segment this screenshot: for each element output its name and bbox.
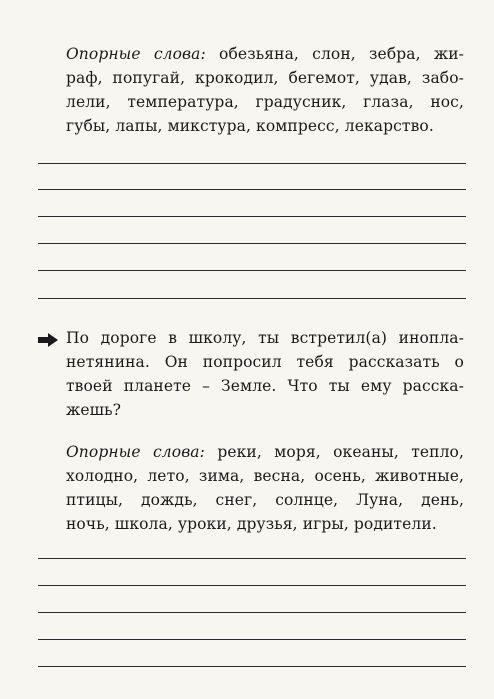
task-line: По дороге в школу, ты встретил(а) инопла- [66,329,464,347]
writing-line [38,558,466,559]
writing-line [38,585,466,586]
task-line: нетянина. Он попросил тебя рассказать о [66,353,464,371]
writing-line [38,189,466,190]
keywords-line: Опорные слова: реки, моря, океаны, тепло, [66,443,464,461]
arrow-right-icon [38,333,58,347]
writing-line [38,612,466,613]
writing-line [38,163,466,164]
keywords-line: губы, лапы, микстура, компресс, лекарство. [66,117,434,135]
keywords-label: Опорные слова: [66,443,205,461]
task-text [66,326,464,422]
keywords-line: холодно, лето, зима, весна, осень, животные, [66,467,464,485]
keywords-line: раф, попугай, крокодил, бегемот, удав, забо- [66,69,464,87]
task-line: твоей планете – Земле. Что ты ему расска- [66,377,464,395]
writing-line [38,639,466,640]
writing-line [38,270,466,271]
keywords-block-1 [66,42,464,138]
keywords-block-2 [66,440,464,536]
writing-line [38,216,466,217]
keywords-line: ночь, школа, уроки, друзья, игры, родители. [66,515,437,533]
keywords-line: лели, температура, градусник, глаза, нос, [66,93,464,111]
keywords-line: птицы, дождь, снег, солнце, Луна, день, [66,491,464,509]
writing-line [38,243,466,244]
task-line: жешь? [66,401,122,419]
writing-line [38,666,466,667]
keywords-line: Опорные слова: обезьяна, слон, зебра, жи- [66,45,464,63]
writing-line [38,298,466,299]
keywords-label: Опорные слова: [66,45,206,63]
